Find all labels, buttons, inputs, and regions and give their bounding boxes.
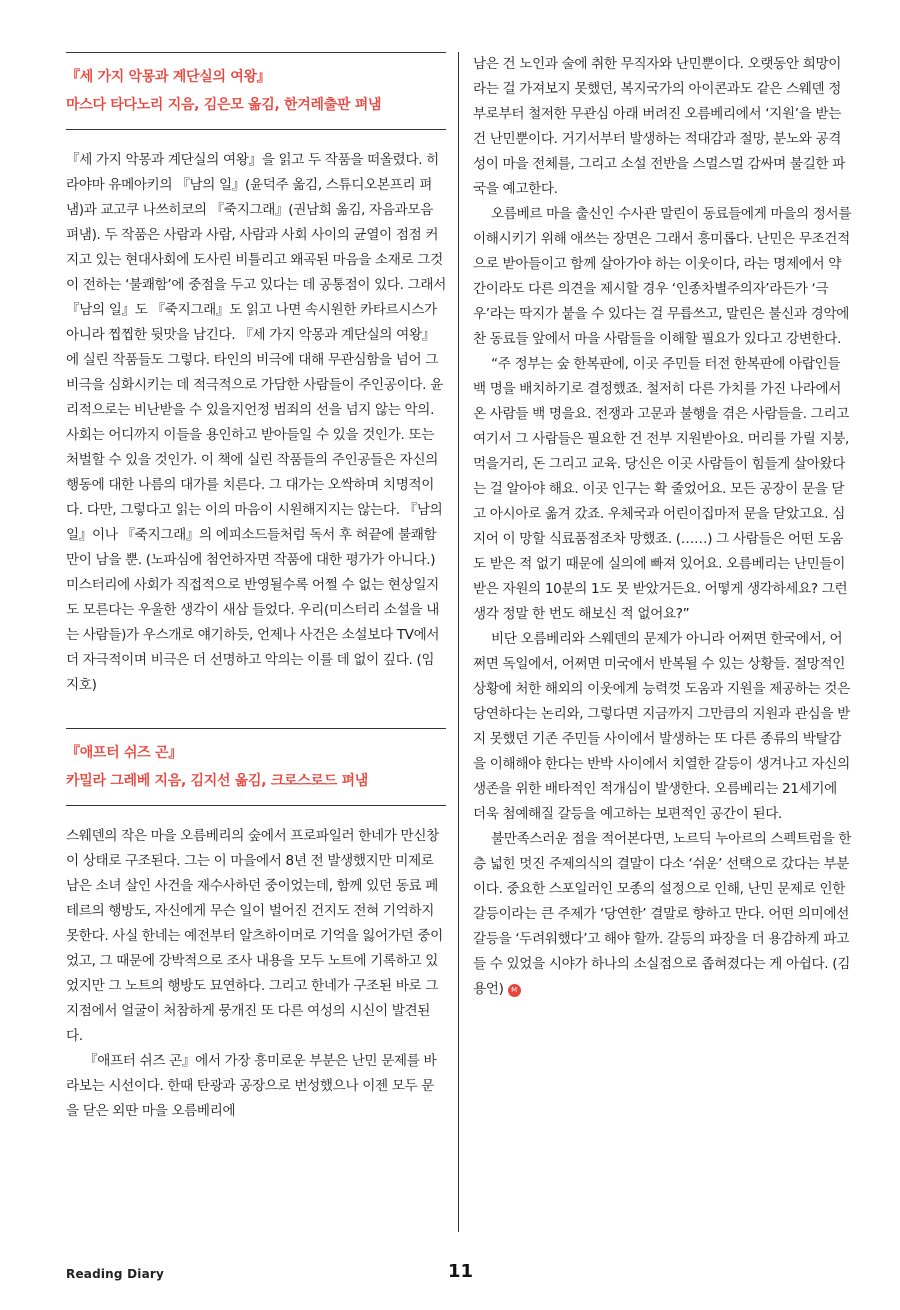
book-title: 『세 가지 악몽과 계단실의 여왕』 — [66, 69, 271, 85]
review-paragraph: 오름베르 마을 출신인 수사관 말린이 동료들에게 마을의 정서를 이해시키기 위해 애쓰는 장면은 그래서 흥미롭다. 난민은 무조건적으로 받아들이고 함께 살아가야 하는 이웃이다, 라는 명제에서 약간이라도 다른 의견을 제시할 경우 ‘인종차별주의자’라든가 ‘극우’라는 딱지가 붙을 수 있다는 걸 무릅쓰고, 말린은 불신과 경악에 찬 동료들 앞에서 마을 사람들을 이해할 필요가 있다고 강변한다. — [473, 206, 852, 347]
review-paragraph — [473, 827, 853, 1002]
review-paragraph: 『애프터 쉬즈 곤』에서 가장 흥미로운 부분은 난민 문제를 바라보는 시선이다. 한때 탄광과 공장으로 번성했으나 이젠 모두 문을 닫은 외딴 마을 오름베리에 — [66, 1053, 437, 1119]
end-mark-icon: M — [508, 984, 521, 997]
footer-label: Reading Diary — [66, 1267, 165, 1281]
left-column — [66, 52, 446, 1124]
right-column — [473, 52, 853, 1002]
quote-paragraph: “주 정부는 숲 한복판에, 이곳 주민들 터전 한복판에 아랍인들 백 명을 배치하기로 결정했죠. 철저히 다른 가치를 가진 나라에서 온 사람들 백 명을요. 전쟁과 고문과 불행을 겪은 사람들을. 그리고 여기서 그 사람들은 필요한 건 전부 지원받아요. 머리를 가릴 지붕, 먹을거리, 돈 그리고 교육. 당신은 이곳 사람들이 힘들게 살아왔다는 걸 알아야 해요. 이곳 인구는 확 줄었어요. 모든 공장이 문을 닫고 아시아로 옮겨 갔죠. 우체국과 어린이집마저 문을 닫았고요. 심지어 이 망할 식료품점조차 망했죠. (……) 그 사람들은 어떤 도움도 받은 적 없기 때문에 실의에 빠져 있어요. 오름베리는 난민들이 받은 자원의 10분의 1도 못 받았거든요. 어떻게 생각하세요? 그런 생각 정말 한 번도 해보신 적 없어요?” — [473, 356, 850, 622]
book-heading-1 — [66, 53, 446, 129]
page-number: 11 — [448, 1261, 474, 1282]
review-paragraph: 스웨덴의 작은 마을 오름베리의 숲에서 프로파일러 한네가 만신창이 상태로 구조된다. 그는 이 마을에서 8년 전 발생했지만 미제로 남은 소녀 살인 사건을 재수사하던 중이었는데, 함께 있던 동료 페테르의 행방도, 자신에게 무슨 일이 벌어진 건지도 전혀 기억하지 못한다. 사실 한네는 예전부터 알츠하이머로 기억을 잃어가던 중이었고, 그 때문에 강박적으로 조사 내용을 모두 노트에 기록하고 있었지만 그 노트의 행방도 묘연하다. 그리고 한네가 구조된 바로 그 지점에서 얼굴이 처참하게 뭉개진 또 다른 여성의 시신이 발견된다. — [66, 828, 443, 1044]
review-paragraph-text: 불만족스러운 점을 적어본다면, 노르딕 누아르의 스펙트럼을 한층 넓힌 멋진 주제의식의 결말이 다소 ‘쉬운’ 선택으로 갔다는 부분이다. 중요한 스포일러인 모종의 설정으로 인해, 난민 문제로 인한 갈등이라는 큰 주제가 ‘당연한’ 결말로 향하고 만다. 어떤 의미에선 갈등을 ‘두려워했다’고 해야 할까. 갈등의 파장을 더 용감하게 파고들 수 있었을 시야가 하나의 소실점으로 좁혀졌다는 게 아쉽다. (김용언) — [473, 831, 852, 997]
book-title: 『애프터 쉬즈 곤』 — [66, 745, 182, 761]
review-paragraph: 『세 가지 악몽과 계단실의 여왕』을 읽고 두 작품을 떠올렸다. 히라야마 유메아키의 『남의 일』(윤덕주 옮김, 스튜디오본프리 펴냄)과 교고쿠 나쓰히코의 『죽지그래』(권남희 옮김, 자음과모음 펴냄). 두 작품은 사람과 사람, 사람과 사회 사이의 균열이 점점 커지고 있는 현대사회에 도사린 비틀리고 왜곡된 마음을 소재로 그것이 전하는 ‘불쾌함’에 중점을 두고 있다는 데 공통점이 있다. 그래서 『남의 일』도 『죽지그래』도 읽고 나면 속시원한 카타르시스가 아니라 찝찝한 뒷맛을 남긴다. 『세 가지 악몽과 계단실의 여왕』에 실린 작품들도 그렇다. 타인의 비극에 대해 무관심함을 넘어 그 비극을 심화시키는 데 적극적으로 가담한 사람들이 주인공이다. 윤리적으로는 비난받을 수 있을지언정 범죄의 선을 넘지 않는 악의. 사회는 어디까지 이들을 용인하고 받아들일 수 있을 것인가. 또는 처벌할 수 있을 것인가. 이 책에 실린 작품들의 주인공들은 자신의 행동에 대한 나름의 대가를 치른다. 그 대가는 오싹하며 치명적이다. 다만, 그렇다고 읽는 이의 마음이 시원해지지는 않는다. 『남의 일』이나 『죽지그래』의 에피소드들처럼 독서 후 혀끝에 불쾌함만이 남을 뿐. (노파심에 첨언하자면 작품에 대한 평가가 아니다.) 미스터리에 사회가 직접적으로 반영될수록 어쩔 수 없는 현상일지도 모른다는 우울한 생각이 새삼 들었다. 우리(미스터리 소설을 내는 사람들)가 우스개로 얘기하듯, 언제나 사건은 소설보다 TV에서 더 자극적이며 비극은 더 선명하고 악의는 이를 데 없이 깊다. (임지호) — [66, 152, 446, 693]
book-credits: 마스다 타다노리 지음, 김은모 옮김, 한겨레출판 펴냄 — [66, 97, 382, 113]
review-paragraph: 비단 오름베리와 스웨덴의 문제가 아니라 어쩌면 한국에서, 어쩌면 독일에서, 어쩌면 미국에서 반복될 수 있는 상황들. 절망적인 상황에 처한 해외의 이웃에게 능력껏 도움과 지원을 제공하는 것은 당연하다는 논리와, 그렇다면 지금까지 그만큼의 지원과 관심을 받지 못했던 기존 주민들 사이에서 발생하는 또 다른 종류의 박탈감을 이해해야 한다는 반박 사이에서 치열한 갈등이 생겨나고 자신의 생존을 위한 배타적인 적개심이 발생한다. 오름베리는 21세기에 더욱 첨예해질 갈등을 예고하는 보편적인 공간이 된다. — [473, 631, 850, 822]
review-paragraph: 남은 건 노인과 술에 취한 무직자와 난민뿐이다. 오랫동안 희망이라는 걸 가져보지 못했던, 복지국가의 아이콘과도 같은 스웨덴 정부로부터 철저한 무관심 아래 버려진 오름베리에서 ‘지원’을 받는 건 난민뿐이다. 거기서부터 발생하는 적대감과 절망, 분노와 공격성이 마을 전체를, 그리고 소설 전반을 스멀스멀 감싸며 불길한 파국을 예고한다. — [473, 56, 846, 197]
column-divider — [458, 52, 459, 1232]
book-heading-2 — [66, 729, 446, 805]
book-credits: 카밀라 그레베 지음, 김지선 옮김, 크로스로드 펴냄 — [66, 773, 368, 789]
